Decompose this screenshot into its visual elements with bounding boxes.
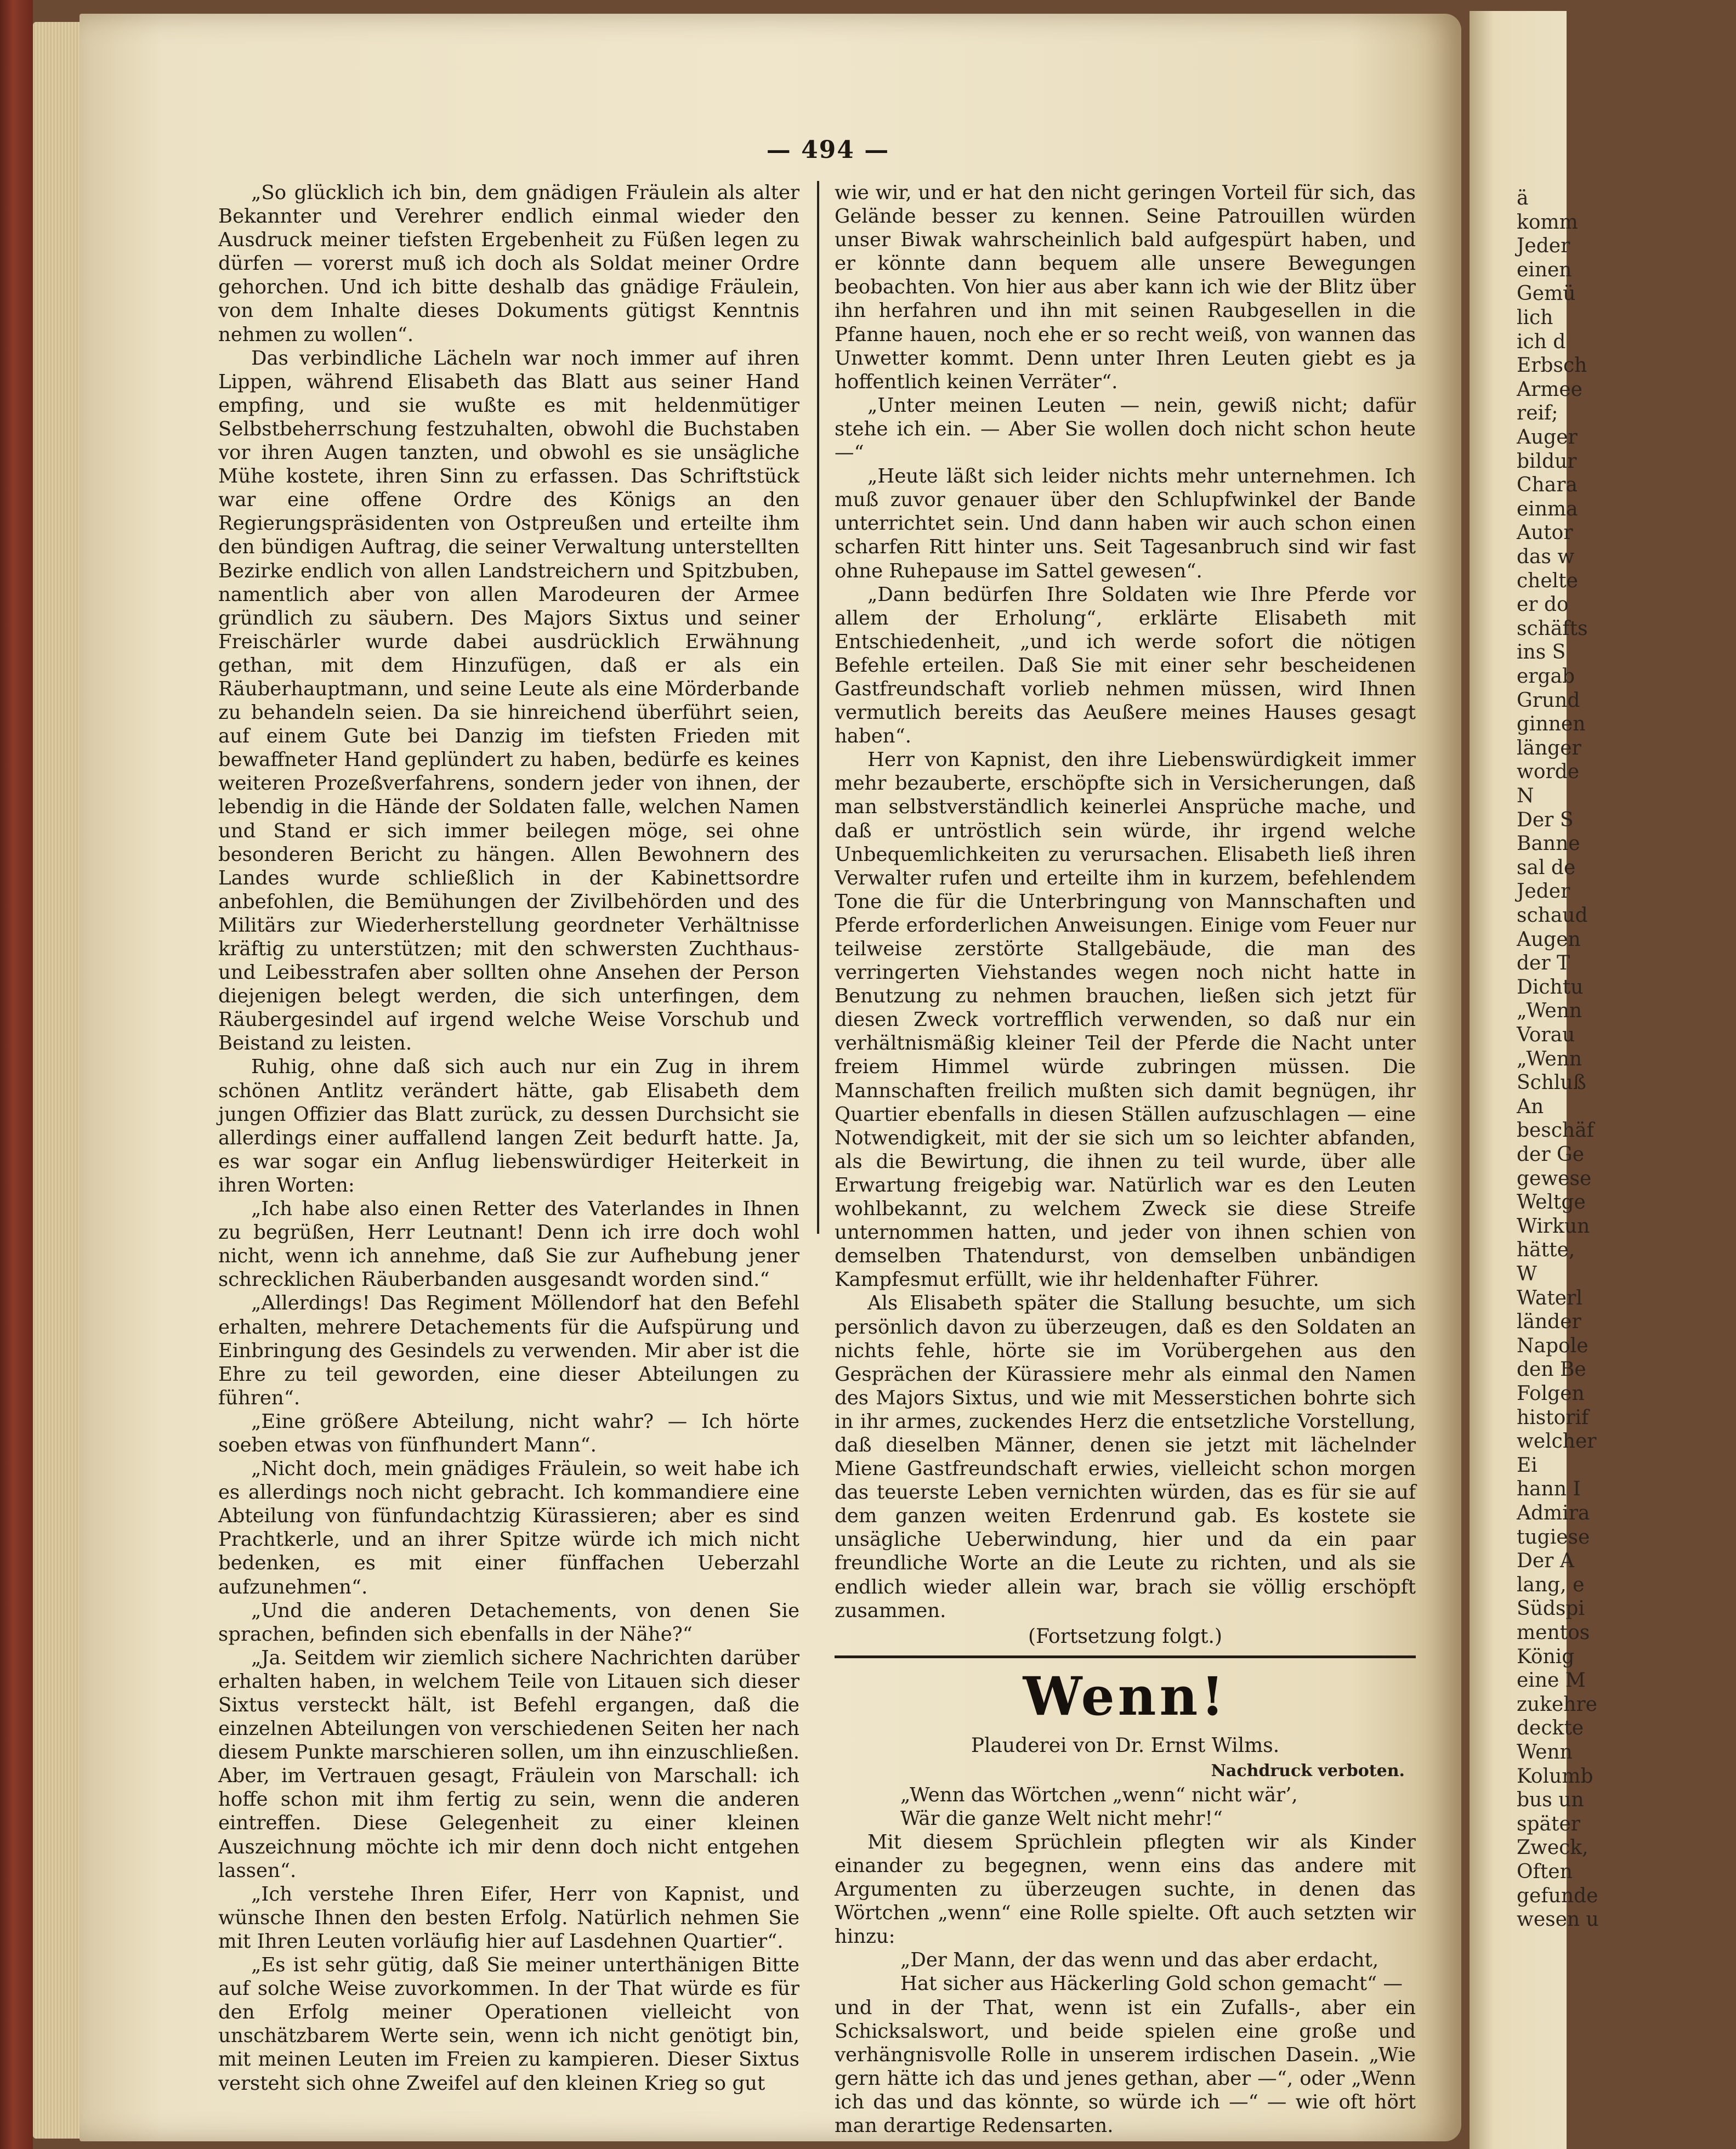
next-page-line: das w	[1517, 546, 1575, 568]
next-page-line: Schluß	[1517, 1071, 1586, 1095]
next-page-line: „Wenn	[1517, 1000, 1582, 1023]
next-page-line: einen	[1517, 258, 1572, 281]
paragraph: Ruhig, ohne daß sich auch nur ein Zug in ihrem schönen Antlitz verändert hätte, gab Elisabeth dem jungen Offizier das Blatt zurück, zu dessen Durchsicht sie allerdings einer auffallend langen Zeit bedurft hatte. Ja, es war sogar ein Anflug liebenswürdiger Heiterkeit in ihren Worten:	[218, 1056, 799, 1197]
next-page-line: Vorau	[1517, 1024, 1575, 1046]
paragraph: „Ja. Seitdem wir ziemlich sichere Nachrichten darüber erhalten haben, in welchem Teile von Litauen sich dieser Sixtus versteckt hält, ist Befehl ergangen, daß die einzelnen Abteilungen von verschiedenen Seiten her nach diesem Punkte marschieren sollen, um ihn einzuschließen. Aber, im Vertrauen gesagt, Fräulein von Marschall: ich hoffe schon mit ihm fertig zu sein, wenn die anderen eintreffen. Diese Gelegenheit zu einer kleinen Auszeichnung möchte ich mir denn doch nicht entgehen lassen“.	[218, 1646, 799, 1882]
verse-line: „Wenn das Wörtchen „wenn“ nicht wär’,	[900, 1783, 1298, 1806]
paragraph: „Es ist sehr gütig, daß Sie meiner unterthänigen Bitte auf solche Weise zuvorkommen. In der That würde es für den Erfolg meiner Operationen vielleicht von unschätzbarem Werte sein, wenn ich nicht genötigt bin, mit meinen Leuten im Freien zu kampieren. Dieser Sixtus versteht sich ohne Zweifel auf den kleinen Krieg so gut	[218, 1954, 799, 2095]
paragraph: wie wir, und er hat den nicht geringen Vorteil für sich, das Gelände besser zu kennen. Seine Patrouillen würden unser Biwak wahrscheinlich bald aufgespürt haben, und er könnte dann bequem alle unsere Bewegungen beobachten. Von hier aus aber kann ich wie der Blitz über ihn herfahren und ihn mit seinen Raubgesellen in die Pfanne hauen, noch ehe er so recht weiß, von wannen das Unwetter kommt. Denn unter Ihren Leuten giebt es ja hoffentlich keinen Verräter“.	[835, 182, 1416, 393]
next-page-line: Admira	[1517, 1502, 1590, 1524]
next-page-line: Banne	[1517, 832, 1580, 855]
next-page-line: den Be	[1517, 1358, 1586, 1381]
next-page-line: Jeder	[1517, 235, 1570, 258]
next-page-line: Armee	[1517, 378, 1582, 401]
next-page-line: wesen u	[1517, 1908, 1599, 1931]
book-cover-edge	[0, 0, 33, 2149]
next-page-line: Often	[1517, 1861, 1573, 1883]
next-page-line: bus un	[1517, 1789, 1584, 1812]
page-stack-edges	[33, 22, 82, 2139]
next-page-line: lang, e	[1517, 1573, 1585, 1596]
article-title: Wenn!	[1023, 1665, 1228, 1727]
next-page-line: Dichtu	[1517, 976, 1584, 999]
next-page-line: N	[1517, 785, 1534, 807]
next-page-line: historif	[1517, 1406, 1589, 1429]
page-number: — 494 —	[766, 136, 890, 164]
next-page-line: ergab	[1517, 665, 1575, 688]
next-page-line: Napole	[1517, 1334, 1589, 1357]
paragraph: „Unter meinen Leuten — nein, gewiß nicht; dafür stehe ich ein. — Aber Sie wollen doch nicht schon heute —“	[835, 394, 1416, 464]
next-page-line: Augen	[1517, 928, 1581, 951]
next-page-line: deckte	[1517, 1717, 1584, 1740]
next-page-line: einma	[1517, 497, 1578, 520]
next-page-line: lich	[1517, 307, 1553, 329]
next-page-edge	[1470, 11, 1599, 2149]
next-page-line: Zweck,	[1517, 1836, 1589, 1859]
next-page-line: An	[1517, 1095, 1544, 1118]
reprint-notice: Nachdruck verboten.	[1211, 1761, 1405, 1781]
next-page-line: „Wenn	[1517, 1047, 1582, 1070]
paragraph: „Dann bedürfen Ihre Soldaten wie Ihre Pferde vor allem der Erholung“, erklärte Elisabeth mit Entschiedenheit, „und ich werde sofort die nötigen Befehle erteilen. Daß Sie mit einer sehr bescheidenen Gastfreundschaft vorlieb nehmen müssen, wird Ihnen vermutlich bereits das Aeußere meines Hauses gesagt haben“.	[835, 583, 1416, 748]
paragraph: „Ich verstehe Ihren Eifer, Herr von Kapnist, und wünsche Ihnen den besten Erfolg. Natürlich nehmen Sie mit Ihren Leuten vorläufig hier auf Lasdehnen Quartier“.	[218, 1882, 799, 1953]
next-page-line: sal de	[1517, 856, 1576, 879]
next-page-line: Der A	[1517, 1550, 1574, 1573]
next-page-line: ins S	[1517, 641, 1566, 664]
verse-line: Wär die ganze Welt nicht mehr!“	[900, 1807, 1223, 1830]
paragraph: Mit diesem Sprüchlein pflegten wir als Kinder einander zu begegnen, wenn eins das andere mit Argumenten zu überzeugen suchte, in denen das Wörtchen „wenn“ eine Rolle spielte. Oft auch setzten wir hinzu:	[835, 1830, 1416, 1948]
next-page-line: Folgen	[1517, 1382, 1585, 1405]
next-page-line: Waterl	[1517, 1286, 1582, 1309]
next-page-line: mentos	[1517, 1621, 1590, 1644]
next-page-line: ä	[1517, 187, 1529, 209]
next-page-line: später	[1517, 1812, 1580, 1835]
next-page-line: W	[1517, 1263, 1538, 1285]
paragraph: Herr von Kapnist, den ihre Liebenswürdigkeit immer mehr bezauberte, erschöpfte sich in Versicherungen, daß man selbstverständlich keinerlei Ansprüche mache, und daß er untröstlich sein würde, ihr irgend welche Unbequemlichkeiten zu verursachen. Elisabeth ließ ihren Verwalter rufen und erteilte ihm in kurzem, befehlendem Tone die für die Unterbringung von Mannschaften und Pferde erforderlichen Anweisungen. Einige vom Feuer nur teilweise zerstörte Stallgebäude, die man des verringerten Viehstandes wegen noch nicht hatte in Benutzung zu nehmen brauchen, ließen sich jetzt für diesen Zweck vortrefflich verwenden, so daß nur ein verhältnismäßig kleiner Teil der Pferde die Nacht unter freiem Himmel würde zubringen müssen. Die Mannschaften freilich mußten sich damit begnügen, ihr Quartier ebenfalls in diesen Ställen aufzuschlagen — eine Notwendigkeit, mit der sie sich um so leichter abfanden, als die Bewirtung, die ihnen zu teil wurde, über alle Erwartung freigebig war. Natürlich war es den Leuten wohlbekannt, zu welchem Zweck sie diese Streife unternommen hatten, und jeder von ihnen schien von demselben Thatendurst, von demselben unbändigen Kampfesmut erfüllt, wie ihr heldenhafter Führer.	[835, 749, 1416, 1291]
next-page-line: Kolumb	[1517, 1765, 1593, 1788]
next-page-line: eine M	[1517, 1669, 1586, 1692]
paragraph: Das verbindliche Lächeln war noch immer auf ihren Lippen, während Elisabeth das Blatt aus seiner Hand empfing, und sie wußte es mit heldenmütiger Selbstbeherrschung festzuhalten, obwohl die Buchstaben vor ihren Augen tanzten, und obwohl es sie unsägliche Mühe kostete, ihren Sinn zu erfassen. Das Schriftstück war eine offene Ordre des Königs an den Regierungspräsidenten von Ostpreußen und erteilte ihm den bündigen Auftrag, die seiner Verwaltung unterstellten Bezirke endlich von allen Landstreichern und Spitzbuben, namentlich aber von allen Marodeuren der Armee gründlich zu säubern. Des Majors Sixtus und seiner Freischärler wurde dabei ausdrücklich Erwähnung gethan, mit dem Hinzufügen, daß er als ein Räuberhauptmann, und seine Leute als eine Mörderbande zu behandeln seien. Da sie hinreichend überführt seien, auf einem Gute bei Danzig im tiefsten Frieden mit bewaffneter Hand geplündert zu haben, bedürfe es keines weiteren Prozeßverfahrens, sondern jeder von ihnen, der lebendig in die Hände der Soldaten falle, welchen Namen und Stand er sich immer beilegen möge, sei ohne besonderen Bericht zu hängen. Allen Bewohnern des Landes wurde schließlich in der Kabinettsordre anbefohlen, die Bemühungen der Zivilbehörden und des Militärs zur Wiederherstellung geordneter Verhältnisse kräftig zu unterstützen; mit den schwersten Zuchthaus- und Leibesstrafen aber sollten ohne Ansehen der Person diejenigen belegt werden, die sich unterfingen, dem Räubergesindel auf irgend welche Weise Vorschub und Beistand zu leisten.	[218, 347, 799, 1055]
next-page-line: Jeder	[1517, 880, 1570, 903]
continuation-note: (Fortsetzung folgt.)	[1028, 1625, 1222, 1648]
verse-line: „Der Mann, der das wenn und das aber erdacht,	[900, 1949, 1379, 1972]
next-page-line: hätte,	[1517, 1239, 1575, 1262]
next-page-line: der Ge	[1517, 1143, 1585, 1166]
next-page-line: Wirkun	[1517, 1215, 1590, 1238]
next-page-line: chelte	[1517, 569, 1578, 592]
next-page-line: schaud	[1517, 904, 1588, 927]
paragraph: „Eine größere Abteilung, nicht wahr? — Ich hörte soeben etwas von fünfhundert Mann“.	[218, 1410, 799, 1456]
next-page-line: Weltge	[1517, 1191, 1586, 1214]
next-page-line: gefunde	[1517, 1884, 1598, 1907]
next-page-line: ginnen	[1517, 713, 1586, 736]
next-page-line: hann I	[1517, 1478, 1581, 1501]
article-byline: Plauderei von Dr. Ernst Wilms.	[971, 1734, 1280, 1757]
next-page-line: gewese	[1517, 1167, 1592, 1190]
next-page-line: beschäf	[1517, 1119, 1594, 1142]
paragraph: und in der That, wenn ist ein Zufalls-, aber ein Schicksalswort, und beide spielen eine große und verhängnisvolle Rolle in unserem irdischen Dasein. „Wie gern hätte ich das und jenes gethan, aber —“, oder „Wenn ich das und das könnte, so würde ich —“ — wie oft hört man derartige Redensarten.	[835, 1996, 1416, 2137]
next-page-line: komm	[1517, 211, 1578, 234]
paragraph: „So glücklich ich bin, dem gnädigen Fräulein als alter Bekannter und Verehrer endlich einmal wieder den Ausdruck meiner tiefsten Ergebenheit zu Füßen legen zu dürfen — vorerst muß ich doch als Soldat meiner Ordre gehorchen. Und ich bitte deshalb das gnädige Fräulein, von dem Inhalte dieses Dokuments gütigst Kenntnis nehmen zu wollen“.	[218, 182, 799, 346]
next-page-line: ich d	[1517, 330, 1566, 353]
section-rule	[835, 1655, 1416, 1658]
left-column	[218, 181, 799, 2095]
next-page-line: Südspi	[1517, 1597, 1585, 1620]
next-page-line: bildur	[1517, 450, 1577, 473]
next-page-line: Autor	[1517, 521, 1573, 545]
next-page-line: tugiese	[1517, 1526, 1590, 1549]
next-page-line: länger	[1517, 736, 1581, 759]
paragraph: „Nicht doch, mein gnädiges Fräulein, so weit habe ich es allerdings noch nicht gebracht. Ich kommandiere eine Abteilung von fünfundachtzig Kürassieren; aber es sind Prachtkerle, und an ihrer Spitze würde ich mich nicht bedenken, es mit einer fünffachen Ueberzahl aufzunehmen“.	[218, 1458, 799, 1598]
next-page-line: welcher	[1517, 1430, 1597, 1453]
paragraph: „Heute läßt sich leider nichts mehr unternehmen. Ich muß zuvor genauer über den Schlupfwinkel der Bande unterrichtet sein. Und dann haben wir auch schon einen scharfen Ritt hinter uns. Seit Tagesanbruch sind wir fast ohne Ruhepause im Sattel gewesen“.	[835, 465, 1416, 582]
next-page-line: Chara	[1517, 474, 1578, 497]
next-page-line: worde	[1517, 761, 1580, 784]
paragraph: „Ich habe also einen Retter des Vaterlandes in Ihnen zu begrüßen, Herr Leutnant! Denn ich irre doch wohl nicht, wenn ich annehme, daß Sie zur Aufhebung jener schrecklichen Räuberbanden ausgesandt worden sind.“	[218, 1198, 799, 1291]
next-page-line: er do	[1517, 593, 1569, 616]
column-divider	[817, 181, 819, 1234]
next-page-line: reif;	[1517, 402, 1558, 425]
next-page-line: der T	[1517, 952, 1570, 975]
paragraph: „Und die anderen Detachements, von denen Sie sprachen, befinden sich ebenfalls in der Nähe?“	[218, 1599, 799, 1646]
next-page-line: König	[1517, 1645, 1575, 1668]
next-page-line: zukehre	[1517, 1693, 1597, 1716]
next-page-line: schäfts	[1517, 617, 1588, 640]
next-page-line: Ei	[1517, 1454, 1538, 1477]
next-page-line: Wenn	[1517, 1741, 1573, 1764]
verse-line: Hat sicher aus Häckerling Gold schon gemacht“ —	[900, 1972, 1403, 1995]
next-page-line: Gemü	[1517, 282, 1576, 305]
paragraph: Als Elisabeth später die Stallung besuchte, um sich persönlich davon zu überzeugen, daß es den Soldaten an nichts fehle, hörte sie im Vorübergehen aus den Gesprächen der Kürassiere mehr als einmal den Namen des Majors Sixtus, und wie mit Messerstichen bohrte sich in ihr armes, zuckendes Herz die entsetzliche Vorstellung, daß dieselben Männer, denen sie jetzt mit lächelnder Miene Gastfreundschaft erwies, vielleicht schon morgen das teuerste Leben vernichten würden, das es für sie auf dem ganzen weiten Erdenrund gab. Es kostete sie unsägliche Ueberwindung, hier und da ein paar freundliche Worte an die Leute zu richten, und als sie endlich wieder allein war, brach sie völlig erschöpft zusammen.	[835, 1292, 1416, 1622]
next-page-line: Grund	[1517, 689, 1580, 712]
next-page-line: länder	[1517, 1311, 1581, 1334]
next-page-line: Erbsch	[1517, 354, 1587, 377]
next-page-line: Auger	[1517, 426, 1578, 449]
next-page-line: Der S	[1517, 808, 1574, 831]
paragraph: „Allerdings! Das Regiment Möllendorf hat den Befehl erhalten, mehrere Detachements für die Aufspürung und Einbringung des Gesindels zu verwenden. Mir aber ist die Ehre zu teil geworden, eine dieser Abteilungen zu führen“.	[218, 1292, 799, 1409]
right-column	[835, 181, 1416, 2137]
